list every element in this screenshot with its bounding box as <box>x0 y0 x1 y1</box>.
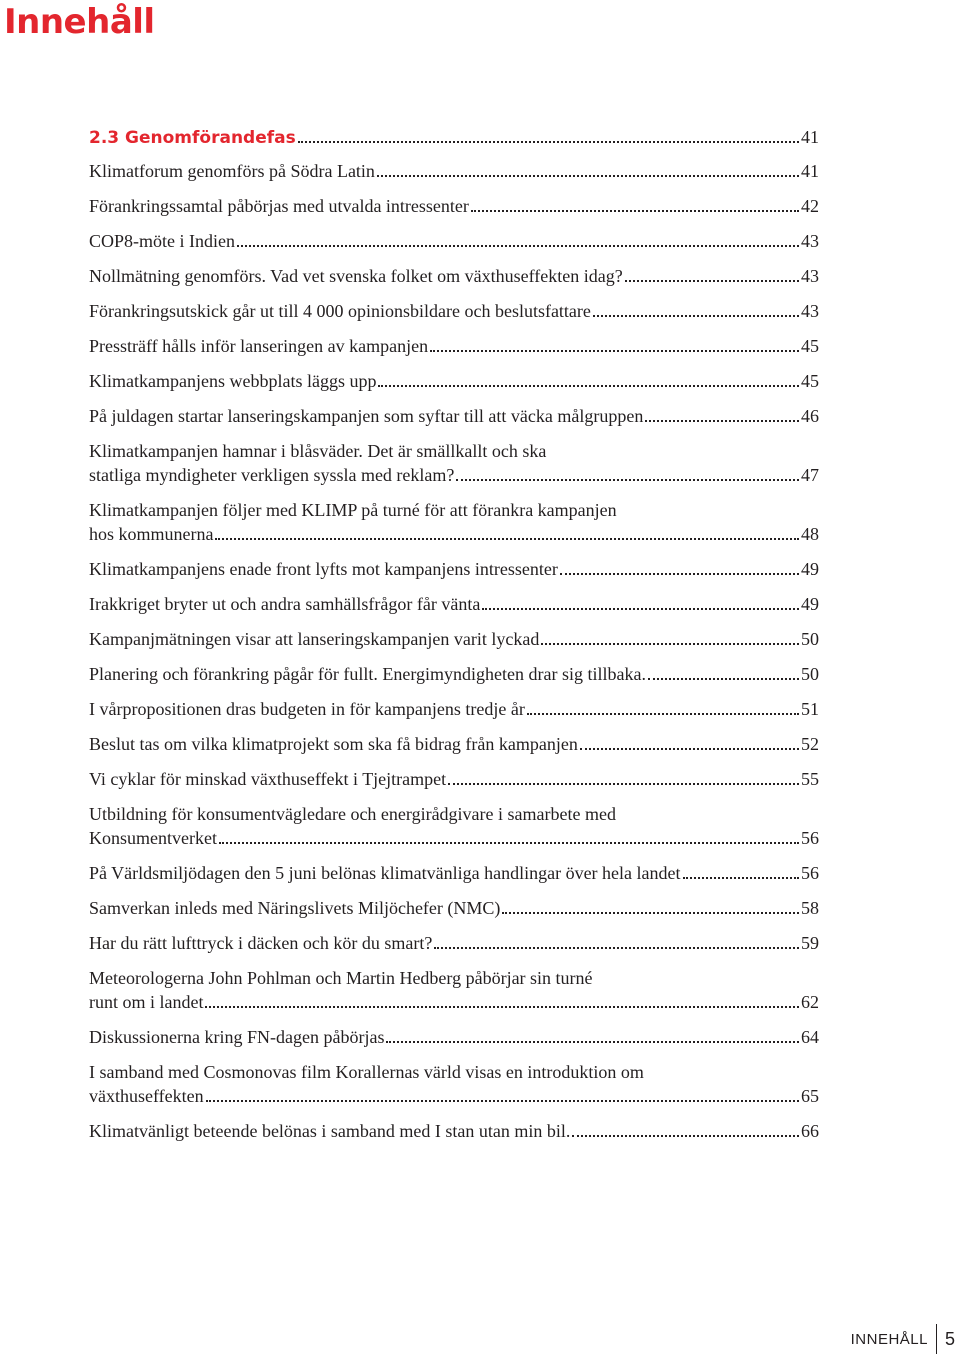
toc-entry[interactable] <box>89 861 819 887</box>
entry-title-line2: hos kommunerna <box>89 524 214 544</box>
toc-entry[interactable] <box>89 767 819 793</box>
dot-leader <box>572 1135 799 1137</box>
entry-title: Klimatkampanjens webbplats läggs upp <box>89 371 377 391</box>
toc-section-row[interactable] <box>89 124 819 150</box>
entry-title: Beslut tas om vilka klimatprojekt som ska få bidrag från kampanjen <box>89 734 578 754</box>
dot-leader <box>206 1100 799 1102</box>
entry-row <box>89 463 819 489</box>
toc-entry[interactable] <box>89 931 819 957</box>
dot-leader <box>448 783 799 785</box>
entry-row <box>89 1119 819 1145</box>
toc-entry[interactable] <box>89 627 819 653</box>
entry-row <box>89 557 819 583</box>
page-number: 43 <box>801 231 819 251</box>
entry-row <box>89 264 819 290</box>
entry-title: Samverkan inleds med Näringslivets Miljöchefer (NMC) <box>89 898 501 918</box>
toc-entry[interactable] <box>89 369 819 395</box>
entry-row <box>89 194 819 220</box>
dot-leader <box>560 573 799 575</box>
footer-page-number: 5 <box>944 1328 955 1349</box>
toc-entry[interactable] <box>89 229 819 255</box>
entry-title-line1: I samband med Cosmonovas film Korallernas värld visas en introduktion om <box>89 1062 644 1082</box>
entry-title-line1: Utbildning för konsumentvägledare och energirådgivare i samarbete med <box>89 804 616 824</box>
dot-leader <box>434 947 799 949</box>
entry-row <box>89 732 819 758</box>
dot-leader <box>456 479 799 481</box>
dot-leader <box>645 420 799 422</box>
toc-entry[interactable] <box>89 802 819 852</box>
entry-title-line2: runt om i landet <box>89 992 204 1012</box>
page-number: 43 <box>801 266 819 286</box>
entry-title: Klimatkampanjens enade front lyfts mot kampanjens intressenter <box>89 559 558 579</box>
page-footer <box>851 1324 955 1354</box>
entry-row <box>89 369 819 395</box>
entry-title-line2: växthuseffekten <box>89 1086 204 1106</box>
toc-entry[interactable] <box>89 966 819 1016</box>
toc-entry[interactable] <box>89 592 819 618</box>
page-number: 45 <box>801 336 819 356</box>
entry-title: Kampanjmätningen visar att lanseringskampanjen varit lyckad <box>89 629 540 649</box>
dot-leader <box>298 141 799 143</box>
entry-row <box>89 229 819 255</box>
entry-title: Diskussionerna kring FN-dagen påbörjas <box>89 1027 385 1047</box>
entry-title: Förankringssamtal påbörjas med utvalda intressenter <box>89 196 469 216</box>
page-title: Innehåll <box>4 2 155 42</box>
entry-row <box>89 861 819 887</box>
entry-row <box>89 697 819 723</box>
page-number: 52 <box>801 734 819 754</box>
toc-entry[interactable] <box>89 404 819 430</box>
toc-entry[interactable] <box>89 557 819 583</box>
entry-title-line1: Meteorologerna John Pohlman och Martin Hedberg påbörjar sin turné <box>89 968 593 988</box>
dot-leader <box>378 385 799 387</box>
entry-title: Förankringsutskick går ut till 4 000 opinionsbildare och beslutsfattare <box>89 301 591 321</box>
page-number: 58 <box>801 898 819 918</box>
footer-label: INNEHÅLL <box>850 1330 928 1348</box>
dot-leader <box>430 350 799 352</box>
page-number: 41 <box>801 161 819 181</box>
entry-title: COP8-möte i Indien <box>89 231 235 251</box>
entry-title: Vi cyklar för minskad växthuseffekt i Tjejtrampet <box>89 769 447 789</box>
entry-title: På Världsmiljödagen den 5 juni belönas klimatvänliga handlingar över hela landet <box>89 863 681 883</box>
dot-leader <box>219 842 799 844</box>
page-number: 56 <box>801 828 819 848</box>
toc-entry[interactable] <box>89 662 819 688</box>
toc-entries <box>89 159 819 1145</box>
entry-row <box>89 826 819 852</box>
toc-entry[interactable] <box>89 264 819 290</box>
entry-title: Irakkriget bryter ut och andra samhällsfrågor får vänta <box>89 594 481 614</box>
dot-leader <box>482 608 799 610</box>
page-number: 66 <box>801 1121 819 1141</box>
toc-entry[interactable] <box>89 896 819 922</box>
entry-title: Nollmätning genomförs. Vad vet svenska folket om växthuseffekten idag? <box>89 266 623 286</box>
page-number: 62 <box>801 992 819 1012</box>
entry-row <box>89 990 819 1016</box>
table-of-contents <box>89 124 819 1154</box>
entry-title: Klimatforum genomförs på Södra Latin <box>89 161 375 181</box>
entry-row <box>89 334 819 360</box>
page-number: 46 <box>801 406 819 426</box>
dot-leader <box>386 1041 799 1043</box>
page-number: 50 <box>801 629 819 649</box>
toc-entry[interactable] <box>89 498 819 548</box>
page-number: 43 <box>801 301 819 321</box>
page-number: 51 <box>801 699 819 719</box>
page-number: 45 <box>801 371 819 391</box>
toc-entry[interactable] <box>89 439 819 489</box>
page-number: 41 <box>801 127 819 147</box>
toc-entry[interactable] <box>89 334 819 360</box>
toc-entry[interactable] <box>89 299 819 325</box>
entry-title-line2: Konsumentverket <box>89 828 217 848</box>
entry-row <box>89 404 819 430</box>
toc-entry[interactable] <box>89 194 819 220</box>
toc-entry[interactable] <box>89 1025 819 1051</box>
entry-row <box>89 767 819 793</box>
footer-divider <box>936 1324 937 1354</box>
toc-entry[interactable] <box>89 1119 819 1145</box>
dot-leader <box>377 175 799 177</box>
dot-leader <box>580 748 799 750</box>
toc-entry[interactable] <box>89 1060 819 1110</box>
entry-title: På juldagen startar lanseringskampanjen som syftar till att väcka målgruppen <box>89 406 644 426</box>
page-number: 42 <box>801 196 819 216</box>
entry-row <box>89 299 819 325</box>
entry-row <box>89 896 819 922</box>
entry-title-line1: Klimatkampanjen hamnar i blåsväder. Det är smällkallt och ska <box>89 441 547 461</box>
dot-leader <box>215 538 799 540</box>
entry-title: Klimatvänligt beteende belönas i samband med I stan utan min bil. <box>89 1121 571 1141</box>
entry-title-line2: statliga myndigheter verkligen syssla med reklam? <box>89 465 455 485</box>
entry-row <box>89 522 819 548</box>
dot-leader <box>683 877 799 879</box>
dot-leader <box>541 643 799 645</box>
section-title: 2.3 Genomförandefas <box>89 128 296 148</box>
dot-leader <box>625 280 799 282</box>
toc-entry[interactable] <box>89 732 819 758</box>
entry-row <box>89 592 819 618</box>
entry-row <box>89 931 819 957</box>
toc-entry[interactable] <box>89 159 819 185</box>
page-number: 64 <box>801 1027 819 1047</box>
page-number: 48 <box>801 524 819 544</box>
dot-leader <box>237 245 799 247</box>
page-number: 55 <box>801 769 819 789</box>
page-number: 59 <box>801 933 819 953</box>
entry-title: Planering och förankring pågår för fullt. Energimyndigheten drar sig tillbaka. <box>89 664 647 684</box>
entry-title: Har du rätt lufttryck i däcken och kör du smart? <box>89 933 433 953</box>
dot-leader <box>471 210 799 212</box>
entry-title-line1: Klimatkampanjen följer med KLIMP på turné för att förankra kampanjen <box>89 500 617 520</box>
dot-leader <box>205 1006 799 1008</box>
page-number: 56 <box>801 863 819 883</box>
page-number: 47 <box>801 465 819 485</box>
entry-row <box>89 662 819 688</box>
dot-leader <box>502 912 799 914</box>
entry-row <box>89 1025 819 1051</box>
page-number: 49 <box>801 594 819 614</box>
dot-leader <box>593 315 799 317</box>
entry-row <box>89 1084 819 1110</box>
dot-leader <box>648 678 799 680</box>
dot-leader <box>527 713 799 715</box>
toc-entry[interactable] <box>89 697 819 723</box>
entry-row <box>89 159 819 185</box>
page-number: 50 <box>801 664 819 684</box>
entry-row <box>89 627 819 653</box>
entry-title: I vårpropositionen dras budgeten in för kampanjens tredje år <box>89 699 525 719</box>
entry-title: Pressträff hålls inför lanseringen av kampanjen <box>89 336 429 356</box>
page-number: 49 <box>801 559 819 579</box>
page-number: 65 <box>801 1086 819 1106</box>
